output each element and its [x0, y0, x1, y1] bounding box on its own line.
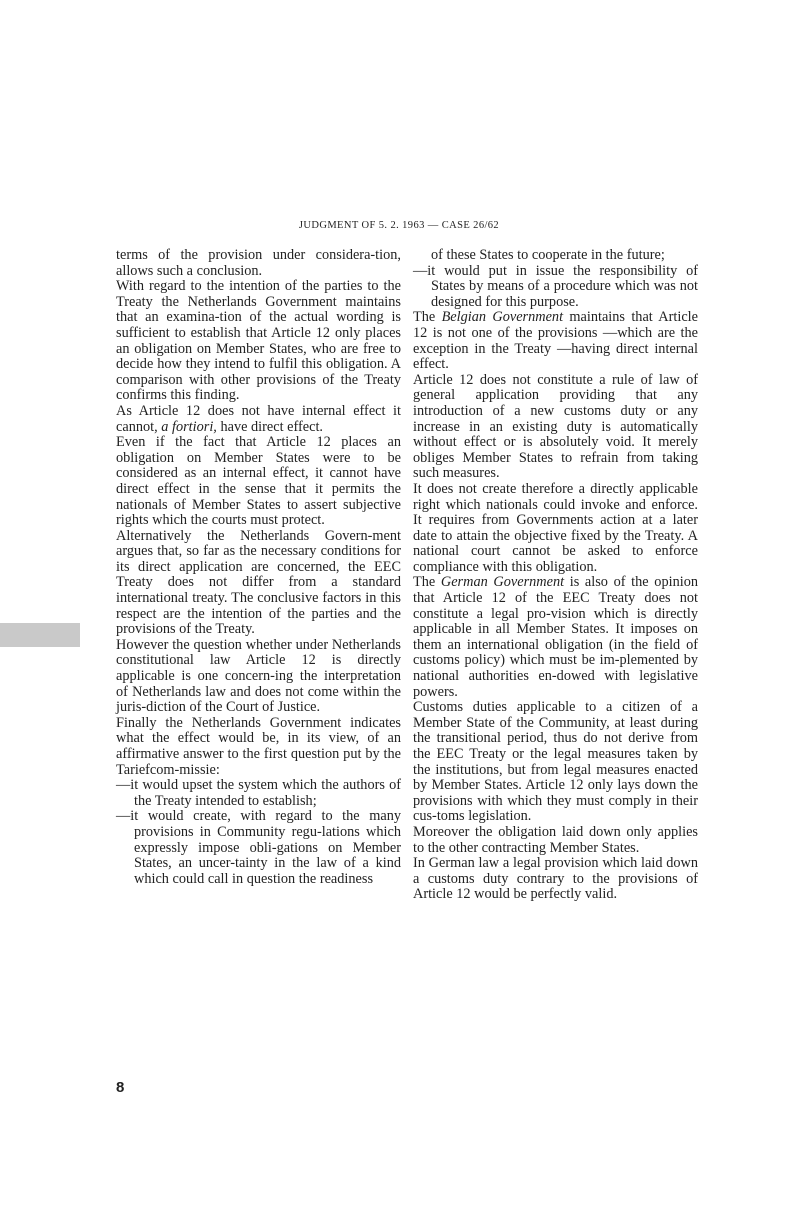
dash-list-continuation: of these States to cooperate in the future; [431, 247, 665, 263]
left-column [116, 248, 401, 887]
dash-list-item: —it would put in issue the responsibility of States by means of a procedure which was not designed for this purpose. [413, 262, 698, 310]
page-number: 8 [116, 1079, 125, 1096]
paragraph: Even if the fact that Article 12 places an obligation on Member States were to be considered as an internal effect, it cannot have direct effect in the sense that it permits the nationals of Member States to assert subjective rights which the courts must protect. [116, 434, 401, 529]
paragraph: In German law a legal provision which laid down a customs duty contrary to the provisions of Article 12 would be perfectly valid. [413, 855, 698, 903]
dash-list-item: —it would upset the system which the authors of the Treaty intended to establish; [116, 777, 401, 809]
paragraph: The Belgian Government maintains that Article 12 is not one of the provisions —which are the exception in the Treaty —having direct internal effect. [413, 309, 699, 373]
italic-phrase: German Government [440, 574, 565, 591]
paragraph: The German Government is also of the opinion that Article 12 of the EEC Treaty does not constitute a legal pro-vision which is directly applicable in all Member States. It imposes on them an international obligation (in the field of customs policy) which must be im-plemented by national authorities en-dowed with legislative powers. [413, 574, 698, 700]
paragraph: Finally the Netherlands Government indicates what the effect would be, in its view, of an affirmative answer to the first question put by the Tariefcom-missie: [116, 714, 401, 778]
paragraph: Alternatively the Netherlands Govern-ment argues that, so far as the necessary conditions for its direct application are concerned, the EEC Treaty does not differ from a standard international treaty. The conclusive factors in this respect are the intention of the parties and the provisions of the Treaty. [116, 527, 401, 638]
paragraph: However the question whether under Netherlands constitutional law Article 12 is directly applicable is one concern-ing the interpretation of Netherlands law and does not come within the juris-diction of the Court of Justice. [116, 636, 401, 716]
paragraph: Moreover the obligation laid down only applies to the other contracting Member States. [413, 823, 698, 856]
italic-phrase: Belgian Government [441, 309, 564, 326]
paragraph: Customs duties applicable to a citizen of a Member State of the Community, at least during the transitional period, thus do not derive from the EEC Treaty or the legal measures taken by the institutions, but from legal measures enacted by Member States. Article 12 only lays down the provisions with which they must comply in their cus-toms legislation. [413, 699, 698, 825]
right-column [413, 248, 698, 903]
italic-phrase: a fortiori, [161, 418, 217, 435]
dash-list-item: —it would create, with regard to the many provisions in Community regu-lations which expressly impose obli-gations on Member States, an uncer-tainty in the law of a kind which could call in question the readiness [116, 808, 401, 887]
running-head: JUDGMENT OF 5. 2. 1963 — CASE 26/62 [298, 220, 500, 231]
paragraph: With regard to the intention of the parties to the Treaty the Netherlands Government maintains that an examina-tion of the actual wording is sufficient to establish that Article 12 only places an obligation on Member States, who are free to decide how they intend to fulfil this obligation. A comparison with other provisions of the Treaty confirms this finding. [116, 278, 401, 404]
paragraph: As Article 12 does not have internal effect it cannot, a fortiori, have direct effect. [116, 402, 401, 435]
margin-tab-marker [0, 623, 80, 647]
paragraph: terms of the provision under considera-tion, allows such a conclusion. [116, 247, 401, 279]
paragraph: It does not create therefore a directly applicable right which nationals could invoke and enforce. It requires from Governments action at a later date to attain the objective fixed by the Treaty. A national court cannot be asked to enforce compliance with this obligation. [413, 480, 698, 575]
paragraph: Article 12 does not constitute a rule of law of general application providing that any introduction of a new customs duty or any increase in an existing duty is automatically without effect or is absolutely void. It merely obliges Member States to refrain from taking such measures. [413, 371, 698, 482]
